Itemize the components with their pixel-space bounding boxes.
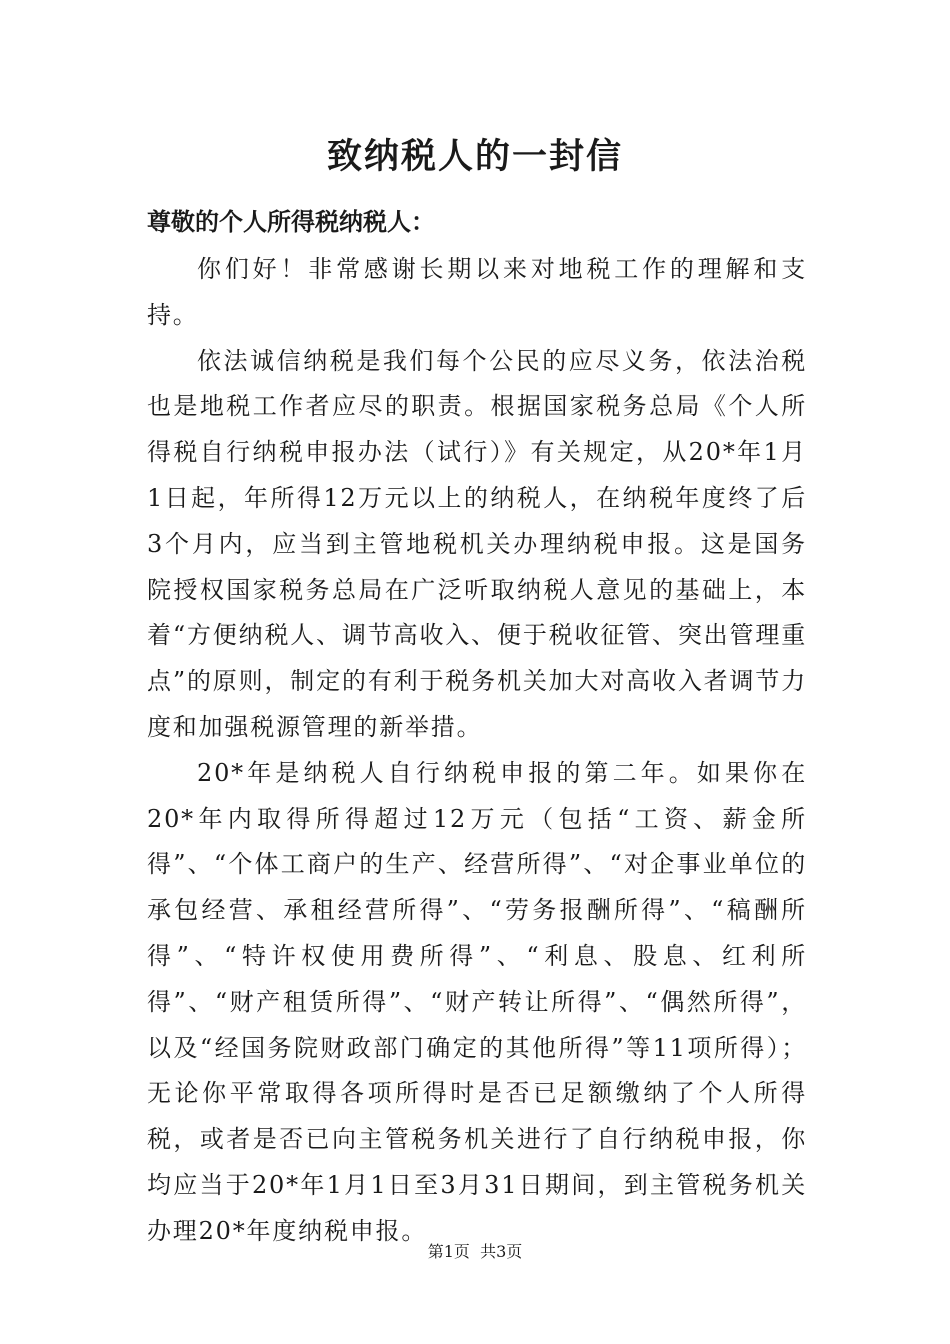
page-number: 第1页 共3页: [427, 1242, 523, 1261]
letter-body: [147, 247, 807, 1255]
salutation: 尊敬的个人所得税纳税人：: [147, 207, 435, 236]
paragraph-greeting: 你们好！非常感谢长期以来对地税工作的理解和支持。: [147, 255, 807, 329]
paragraph-regulation: 依法诚信纳税是我们每个公民的应尽义务，依法治税也是地税工作者应尽的职责。根据国家税务总局《个人所得税自行纳税申报办法（试行）》有关规定，从20*年1月1日起，年所得12万元以上的纳税人，在纳税年度终了后3个月内，应当到主管地税机关办理纳税申报。这是国务院授权国家税务总局在广泛听取纳税人意见的基础上，本着“方便纳税人、调节高收入、便于税收征管、突出管理重点”的原则，制定的有利于税务机关加大对高收入者调节力度和加强税源管理的新举措。: [147, 346, 807, 741]
document-title: 致纳税人的一封信: [326, 136, 623, 177]
page-footer: [0, 1240, 950, 1264]
paragraph-filing-requirement: 20*年是纳税人自行纳税申报的第二年。如果你在20*年内取得所得超过12万元（包括“工资、薪金所得”、“个体工商户的生产、经营所得”、“对企事业单位的承包经营、承租经营所得”、“劳务报酬所得”、“稿酬所得”、“特许权使用费所得”、“利息、股息、红利所得”、“财产租赁所得”、“财产转让所得”、“偶然所得”，以及“经国务院财政部门确定的其他所得”等11项所得）；无论你平常取得各项所得时是否已足额缴纳了个人所得税，或者是否已向主管税务机关进行了自行纳税申报，你均应当于20*年1月1日至3月31日期间，到主管税务机关办理20*年度纳税申报。: [147, 758, 807, 1245]
